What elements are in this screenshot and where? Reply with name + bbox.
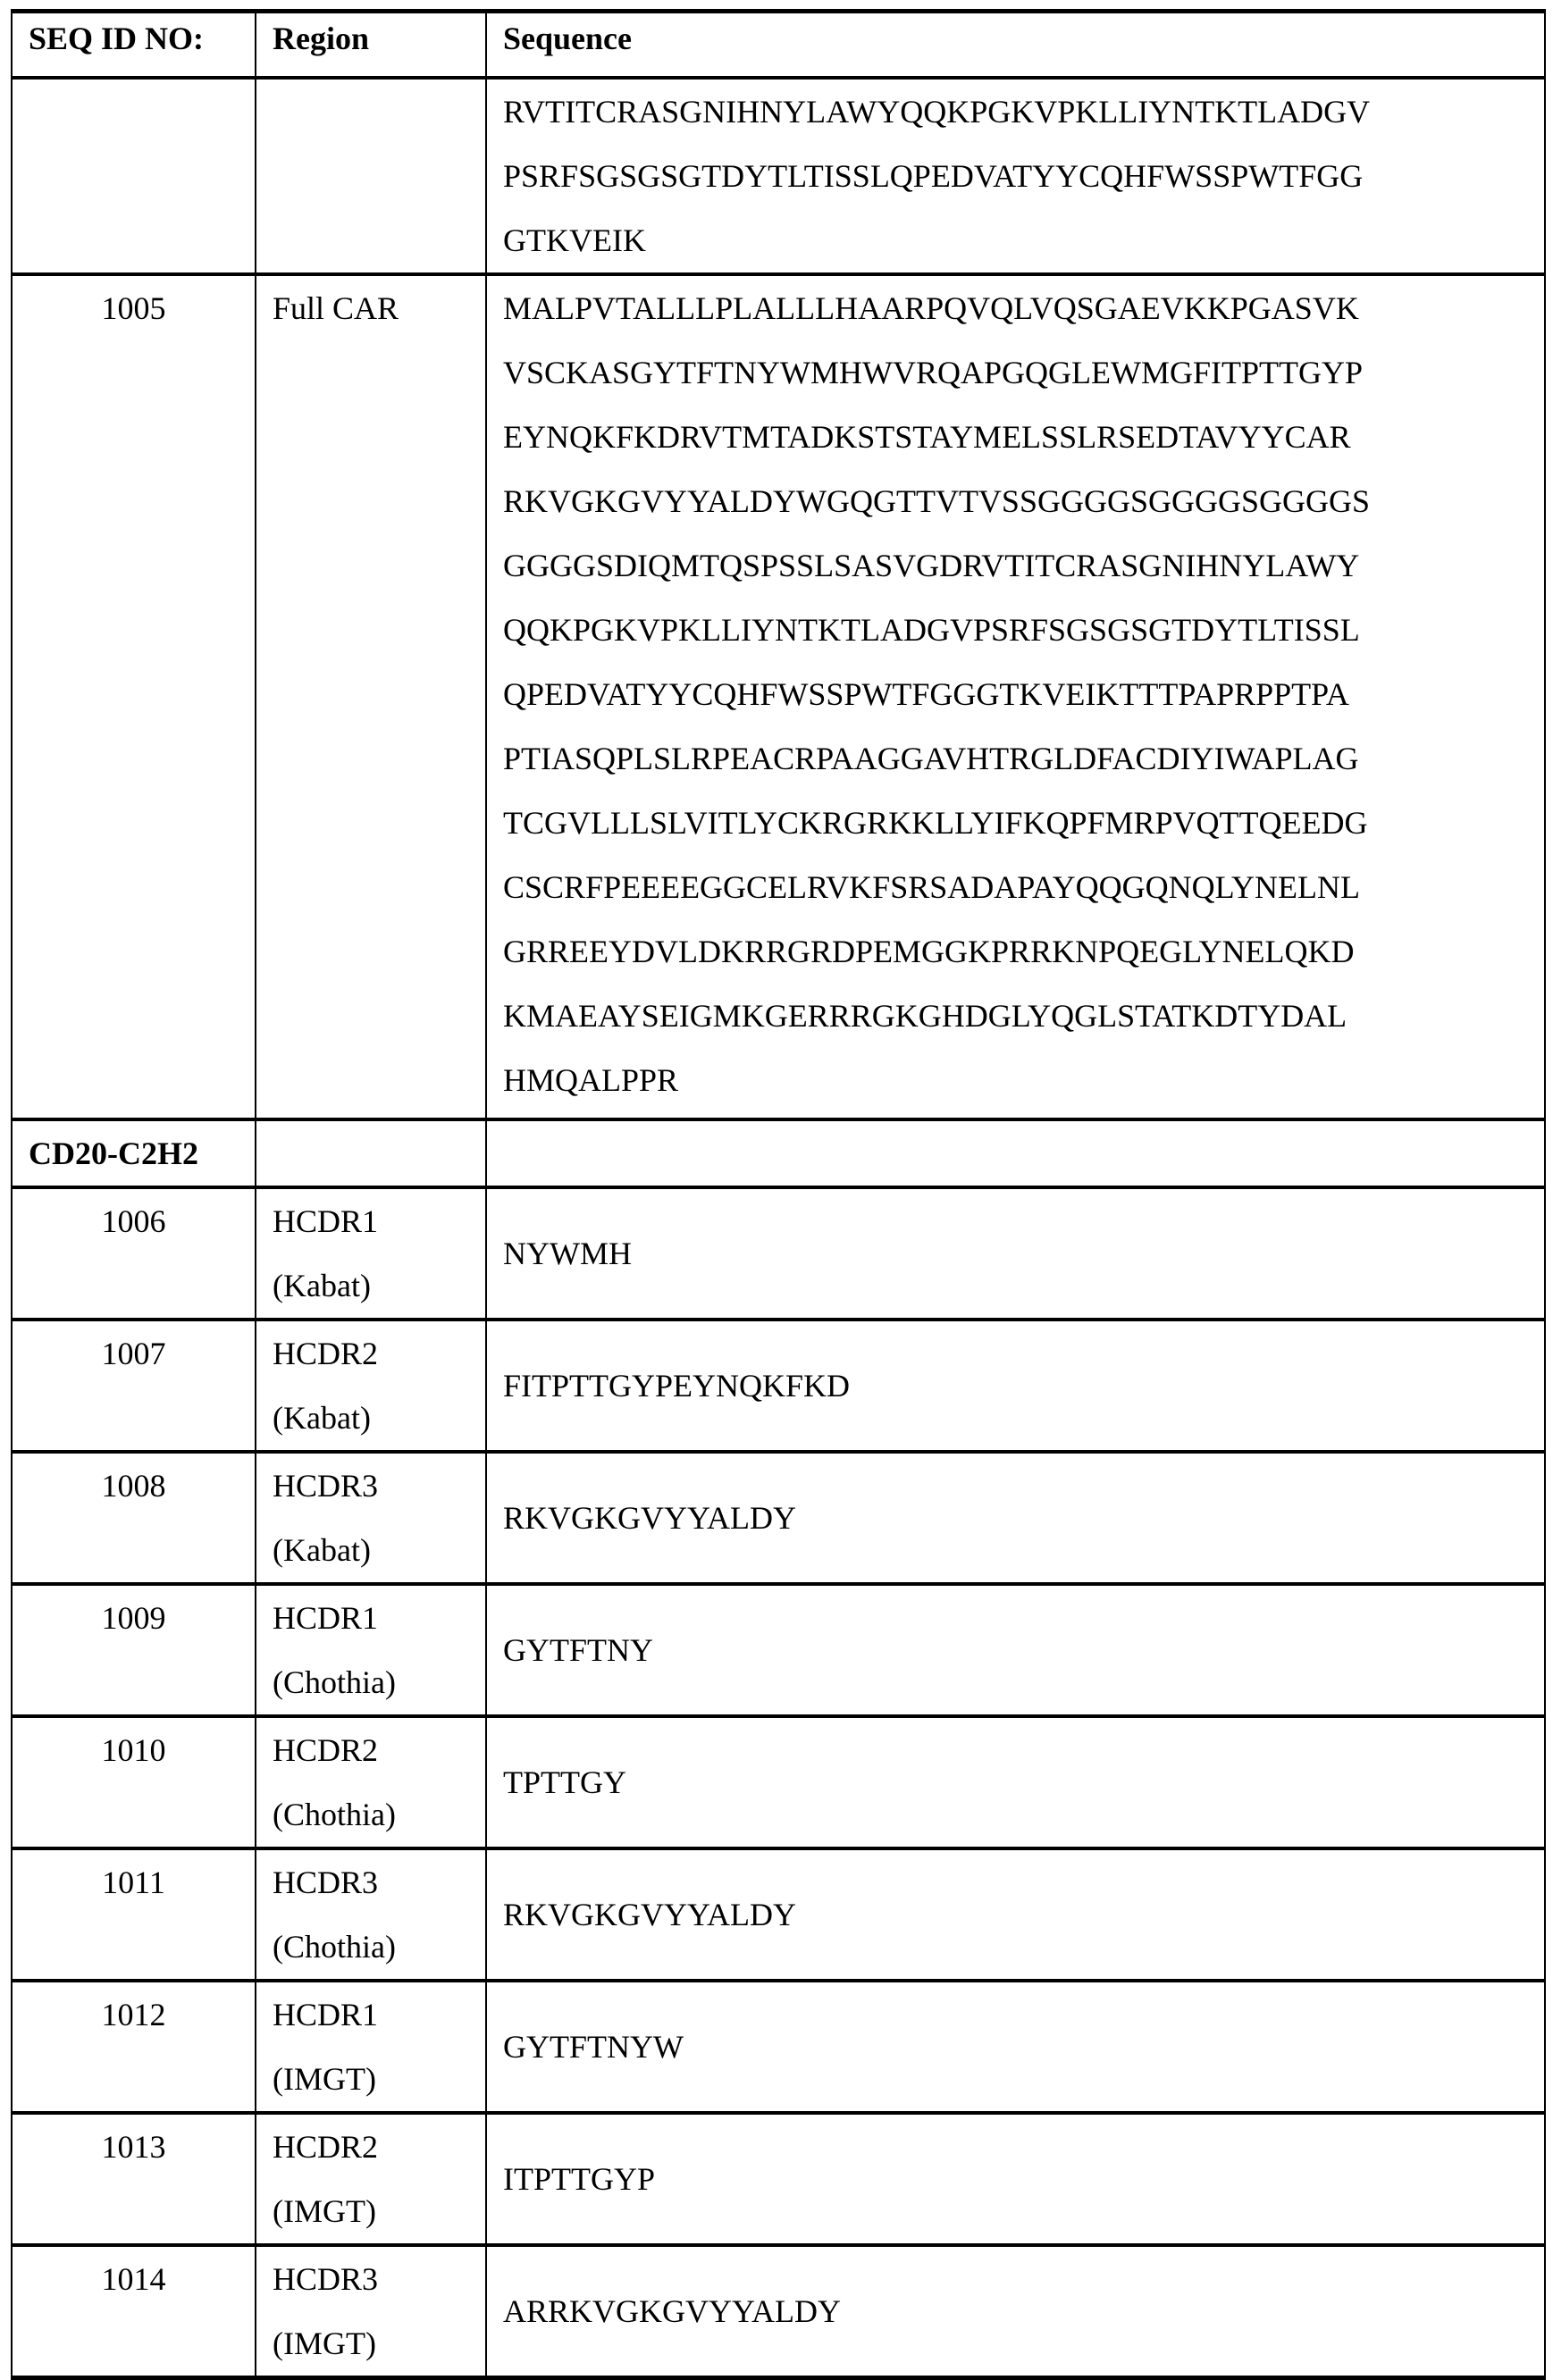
table-row: [12, 1584, 1545, 1716]
region-name: HCDR2: [273, 2129, 379, 2165]
region-name: HCDR1: [273, 1600, 379, 1636]
table-row: [12, 2113, 1545, 2245]
sequence-cell: ITPTTGYP: [486, 2113, 1545, 2245]
sequence-line: QQKPGKVPKLLIYNTKTLADGVPSRFSGSGSGTDYTLTISSL: [503, 612, 1360, 648]
region-scheme: (Chothia): [273, 1664, 396, 1700]
header-seq-id: SEQ ID NO:: [12, 12, 256, 79]
seq-id-cell: 1008: [12, 1452, 256, 1584]
sequence-line: GTKVEIK: [503, 222, 646, 258]
sequence-cell: GYTFTNYW: [486, 1981, 1545, 2113]
sequence-line: GGGGSDIQMTQSPSSLSASVGDRVTITCRASGNIHNYLAWY: [503, 548, 1360, 583]
region-cell: [256, 1716, 486, 1848]
region-cell: [256, 1848, 486, 1981]
sequence-line: EYNQKFKDRVTMTADKSTSTAYMELSSLRSEDTAVYYCAR: [503, 419, 1351, 455]
region-cell: Full CAR: [256, 274, 486, 1119]
region-name: HCDR3: [273, 1865, 379, 1900]
sequence-cell: RKVGKGVYYALDY: [486, 1452, 1545, 1584]
sequence-cell: RKVGKGVYYALDY: [486, 1848, 1545, 1981]
table-row: [12, 1320, 1545, 1452]
region-scheme: (IMGT): [273, 2193, 376, 2229]
region-scheme: (IMGT): [273, 2326, 376, 2361]
sequence-line: RKVGKGVYYALDYWGQGTTVTVSSGGGGSGGGGSGGGGS: [503, 483, 1371, 519]
region-name: HCDR3: [273, 2261, 379, 2297]
sequence-cell: ARRKVGKGVYYALDY: [486, 2245, 1545, 2378]
group-label: CD20-C2H2: [12, 1119, 256, 1187]
sequence-cell: [486, 274, 1545, 1119]
seq-id-cell: [12, 78, 256, 274]
region-scheme: (Chothia): [273, 1929, 396, 1965]
seq-id-cell: 1007: [12, 1320, 256, 1452]
region-scheme: (Kabat): [273, 1532, 371, 1568]
sequence-line: HMQALPPR: [503, 1062, 679, 1098]
region-cell: [256, 1981, 486, 2113]
region-cell: [256, 1320, 486, 1452]
table-row: [12, 1848, 1545, 1981]
region-cell: [256, 1452, 486, 1584]
seq-id-cell: 1012: [12, 1981, 256, 2113]
region-scheme: (Kabat): [273, 1268, 371, 1303]
region-name: HCDR1: [273, 1997, 379, 2032]
sequence-line: CSCRFPEEEEGGCELRVKFSRSADAPAYQQGQNQLYNELNL: [503, 869, 1360, 905]
sequence-line: RVTITCRASGNIHNYLAWYQQKPGKVPKLLIYNTKTLADGV: [503, 94, 1371, 130]
seq-id-cell: 1013: [12, 2113, 256, 2245]
sequence-cell: FITPTTGYPEYNQKFKD: [486, 1320, 1545, 1452]
seq-id-cell: 1009: [12, 1584, 256, 1716]
sequence-cell: TPTTGY: [486, 1716, 1545, 1848]
table-header-row: [12, 12, 1545, 79]
table-row-full-car: [12, 274, 1545, 1119]
seq-id-cell: 1014: [12, 2245, 256, 2378]
seq-id-cell: 1011: [12, 1848, 256, 1981]
sequence-line: GRREEYDVLDKRRGRDPEMGGKPRRKNPQEGLYNELQKD: [503, 934, 1355, 969]
sequence-line: MALPVTALLLPLALLLHAARPQVQLVQSGAEVKKPGASVK: [503, 290, 1359, 326]
empty-cell: [486, 1119, 1545, 1187]
region-name: HCDR3: [273, 1468, 379, 1504]
sequence-line: QPEDVATYYCQHFWSSPWTFGGGTKVEIKTTTPAPRPPTPA: [503, 676, 1349, 712]
region-cell: [256, 1584, 486, 1716]
table-row: [12, 1981, 1545, 2113]
sequence-line: PSRFSGSGSGTDYTLTISSLQPEDVATYYCQHFWSSPWTFGG: [503, 158, 1364, 194]
table-row: [12, 1452, 1545, 1584]
table-row: [12, 78, 1545, 274]
group-header-row: [12, 1119, 1545, 1187]
empty-cell: [256, 1119, 486, 1187]
seq-id-cell: 1005: [12, 274, 256, 1119]
region-cell: [256, 1187, 486, 1320]
sequence-cell: NYWMH: [486, 1187, 1545, 1320]
region-cell: [256, 2245, 486, 2378]
table-row: [12, 1716, 1545, 1848]
region-name: HCDR2: [273, 1336, 379, 1371]
sequence-cell: [486, 78, 1545, 274]
region-scheme: (IMGT): [273, 2061, 376, 2097]
sequence-line: PTIASQPLSLRPEACRPAAGGAVHTRGLDFACDIYIWAPLAG: [503, 741, 1359, 776]
region-scheme: (Kabat): [273, 1400, 371, 1436]
header-sequence: Sequence: [486, 12, 1545, 79]
region-cell: [256, 78, 486, 274]
sequence-line: TCGVLLLSLVITLYCKRGRKKLLYIFKQPFMRPVQTTQEEDG: [503, 805, 1368, 841]
seq-id-cell: 1010: [12, 1716, 256, 1848]
table-row: [12, 1187, 1545, 1320]
sequence-line: KMAEAYSEIGMKGERRRGKGHDGLYQGLSTATKDTYDAL: [503, 998, 1347, 1034]
region-name: HCDR2: [273, 1732, 379, 1768]
region-name: HCDR1: [273, 1203, 379, 1239]
sequence-table: [11, 9, 1546, 2380]
region-scheme: (Chothia): [273, 1797, 396, 1832]
region-cell: [256, 2113, 486, 2245]
table-row: [12, 2245, 1545, 2378]
sequence-line: VSCKASGYTFTNYWMHWVRQAPGQGLEWMGFITPTTGYP: [503, 355, 1364, 390]
header-region: Region: [256, 12, 486, 79]
seq-id-cell: 1006: [12, 1187, 256, 1320]
sequence-cell: GYTFTNY: [486, 1584, 1545, 1716]
